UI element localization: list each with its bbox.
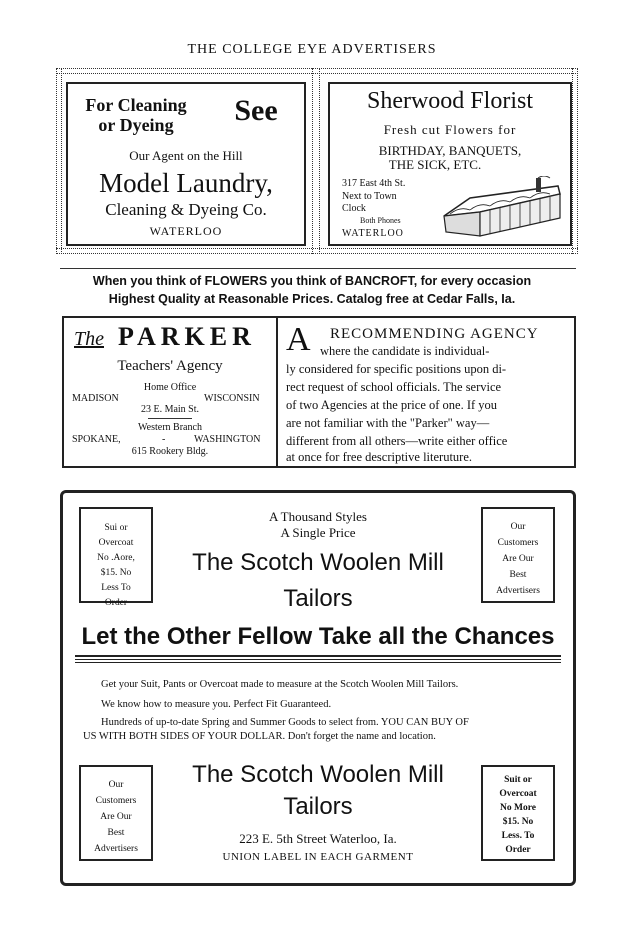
scotch-body-1: Get your Suit, Pants or Overcoat made to measure at the Scotch Woolen Mill Tailors.: [101, 679, 459, 690]
laundry-agent: Our Agent on the Hill: [129, 148, 243, 163]
laundry-for-cleaning: For Cleaning: [85, 95, 187, 115]
scotch-name: The Scotch Woolen Mill: [192, 549, 444, 576]
box-line: Overcoat: [98, 538, 134, 548]
parker-madison: MADISON: [72, 393, 119, 404]
box-line: Order: [104, 598, 128, 608]
parker-dash: -: [162, 434, 166, 445]
box-line: Suit or: [504, 775, 532, 785]
parker-wisconsin: WISCONSIN: [204, 393, 260, 404]
box-line: Order: [505, 845, 531, 855]
parker-western: Western Branch: [138, 422, 202, 433]
florist-address: 317 East 4th St.: [342, 178, 406, 189]
parker-the: The: [74, 328, 104, 350]
box-line: Are Our: [502, 554, 534, 564]
box-line: No More: [500, 803, 536, 813]
florist-city: WATERLOO: [342, 228, 404, 239]
scotch-rule-3: [75, 662, 561, 663]
box-line: Best: [509, 570, 527, 580]
parker-spokane: SPOKANE,: [72, 434, 121, 445]
scotch-single: A Single Price: [280, 525, 356, 540]
box-line: Customers: [95, 796, 137, 806]
divider-rule: [60, 268, 576, 269]
box-line: Overcoat: [499, 789, 537, 799]
parker-street: 23 E. Main St.: [140, 404, 200, 415]
florist-occasions-2: THE SICK, ETC.: [388, 157, 482, 172]
laundry-name: Model Laundry,: [99, 168, 273, 198]
parker-ad-initial: A: [286, 321, 311, 358]
box-line: Less. To: [501, 831, 535, 841]
florist-name: Sherwood Florist: [366, 88, 533, 114]
parker-ad-line-3: rect request of school officials. The service: [286, 380, 502, 394]
laundry-ad: [66, 82, 306, 246]
scotch-body-4: US WITH BOTH SIDES OF YOUR DOLLAR. Don't forget the name and location.: [83, 731, 436, 742]
scotch-body-3: Hundreds of up-to-date Spring and Summer Goods to select from. YOU CAN BUY OF: [101, 717, 469, 728]
scotch-name-2: The Scotch Woolen Mill: [192, 761, 444, 788]
parker-name: PARKER: [118, 322, 256, 351]
scotch-thousand: A Thousand Styles: [269, 509, 367, 524]
parker-ad-line-5: are not familiar with the "Parker" way—: [286, 416, 490, 430]
scotch-address: 223 E. 5th Street Waterloo, Ia.: [239, 831, 397, 846]
box-line: Sui or: [104, 523, 128, 533]
parker-ad-line-7: at once for free descriptive literuture.: [286, 450, 473, 464]
parker-agency: Teachers' Agency: [117, 358, 223, 374]
parker-ad-line-2: ly considered for specific positions upon di-: [286, 362, 507, 376]
box-line: Are Our: [100, 812, 132, 822]
laundry-or-dyeing: or Dyeing: [98, 115, 174, 135]
scotch-tailors: Tailors: [283, 585, 353, 612]
box-line: $15. No: [100, 568, 132, 578]
decorative-border-right: [572, 68, 578, 254]
box-line: Our: [108, 780, 124, 790]
parker-washington: WASHINGTON: [194, 434, 261, 445]
parker-rookery: 615 Rookery Bldg.: [131, 446, 209, 457]
parker-ad-line-6: different from all others—write either office: [286, 434, 508, 448]
box-line: Advertisers: [496, 586, 540, 596]
florist-occasions-1: BIRTHDAY, BANQUETS,: [378, 143, 522, 158]
box-line: Customers: [497, 538, 539, 548]
scotch-rule-2: [75, 659, 561, 660]
scotch-tailors-2: Tailors: [283, 793, 353, 820]
florist-clock: Clock: [342, 203, 366, 214]
laundry-company: Cleaning & Dyeing Co.: [105, 200, 267, 219]
scotch-body-2: We know how to measure you. Perfect Fit Guaranteed.: [101, 699, 332, 710]
page-header: THE COLLEGE EYE ADVERTISERS: [187, 42, 437, 57]
parker-divider: [276, 318, 278, 466]
laundry-see: See: [234, 94, 278, 127]
box-line: Our: [510, 522, 526, 532]
florist-ad: [328, 82, 572, 246]
bancroft-line-2: Highest Quality at Reasonable Prices. Catalog free at Cedar Falls, Ia.: [108, 292, 516, 306]
parker-ad-heading: RECOMMENDING AGENCY: [330, 326, 539, 342]
laundry-city: WATERLOO: [149, 224, 223, 238]
parker-home-office: Home Office: [143, 382, 197, 393]
bancroft-line-1: When you think of FLOWERS you think of BANCROFT, for every occasion: [92, 274, 532, 288]
decorative-border-center: [312, 68, 320, 254]
greenhouse-illustration: [440, 176, 564, 238]
box-line: Best: [107, 828, 125, 838]
box-line: $15. No: [502, 817, 534, 827]
decorative-border-left: [56, 68, 62, 254]
parker-ad: [62, 316, 576, 468]
scotch-slogan: Let the Other Fellow Take all the Chances: [81, 623, 555, 650]
scotch-rule-1: [75, 655, 561, 657]
box-line: Advertisers: [94, 844, 138, 854]
parker-ad-line-4: of two Agencies at the price of one. If you: [286, 398, 498, 412]
florist-next-to: Next to Town: [342, 191, 397, 202]
florist-phones: Both Phones: [360, 216, 401, 225]
box-line: No .Aore,: [97, 553, 135, 563]
scotch-ad: [60, 490, 576, 886]
scotch-union: UNION LABEL IN EACH GARMENT: [222, 851, 414, 863]
florist-fresh: Fresh cut Flowers for: [383, 122, 517, 137]
box-line: Less To: [101, 583, 131, 593]
parker-ad-line-1: where the candidate is individual-: [320, 344, 490, 358]
parker-small-rule: [148, 418, 192, 419]
